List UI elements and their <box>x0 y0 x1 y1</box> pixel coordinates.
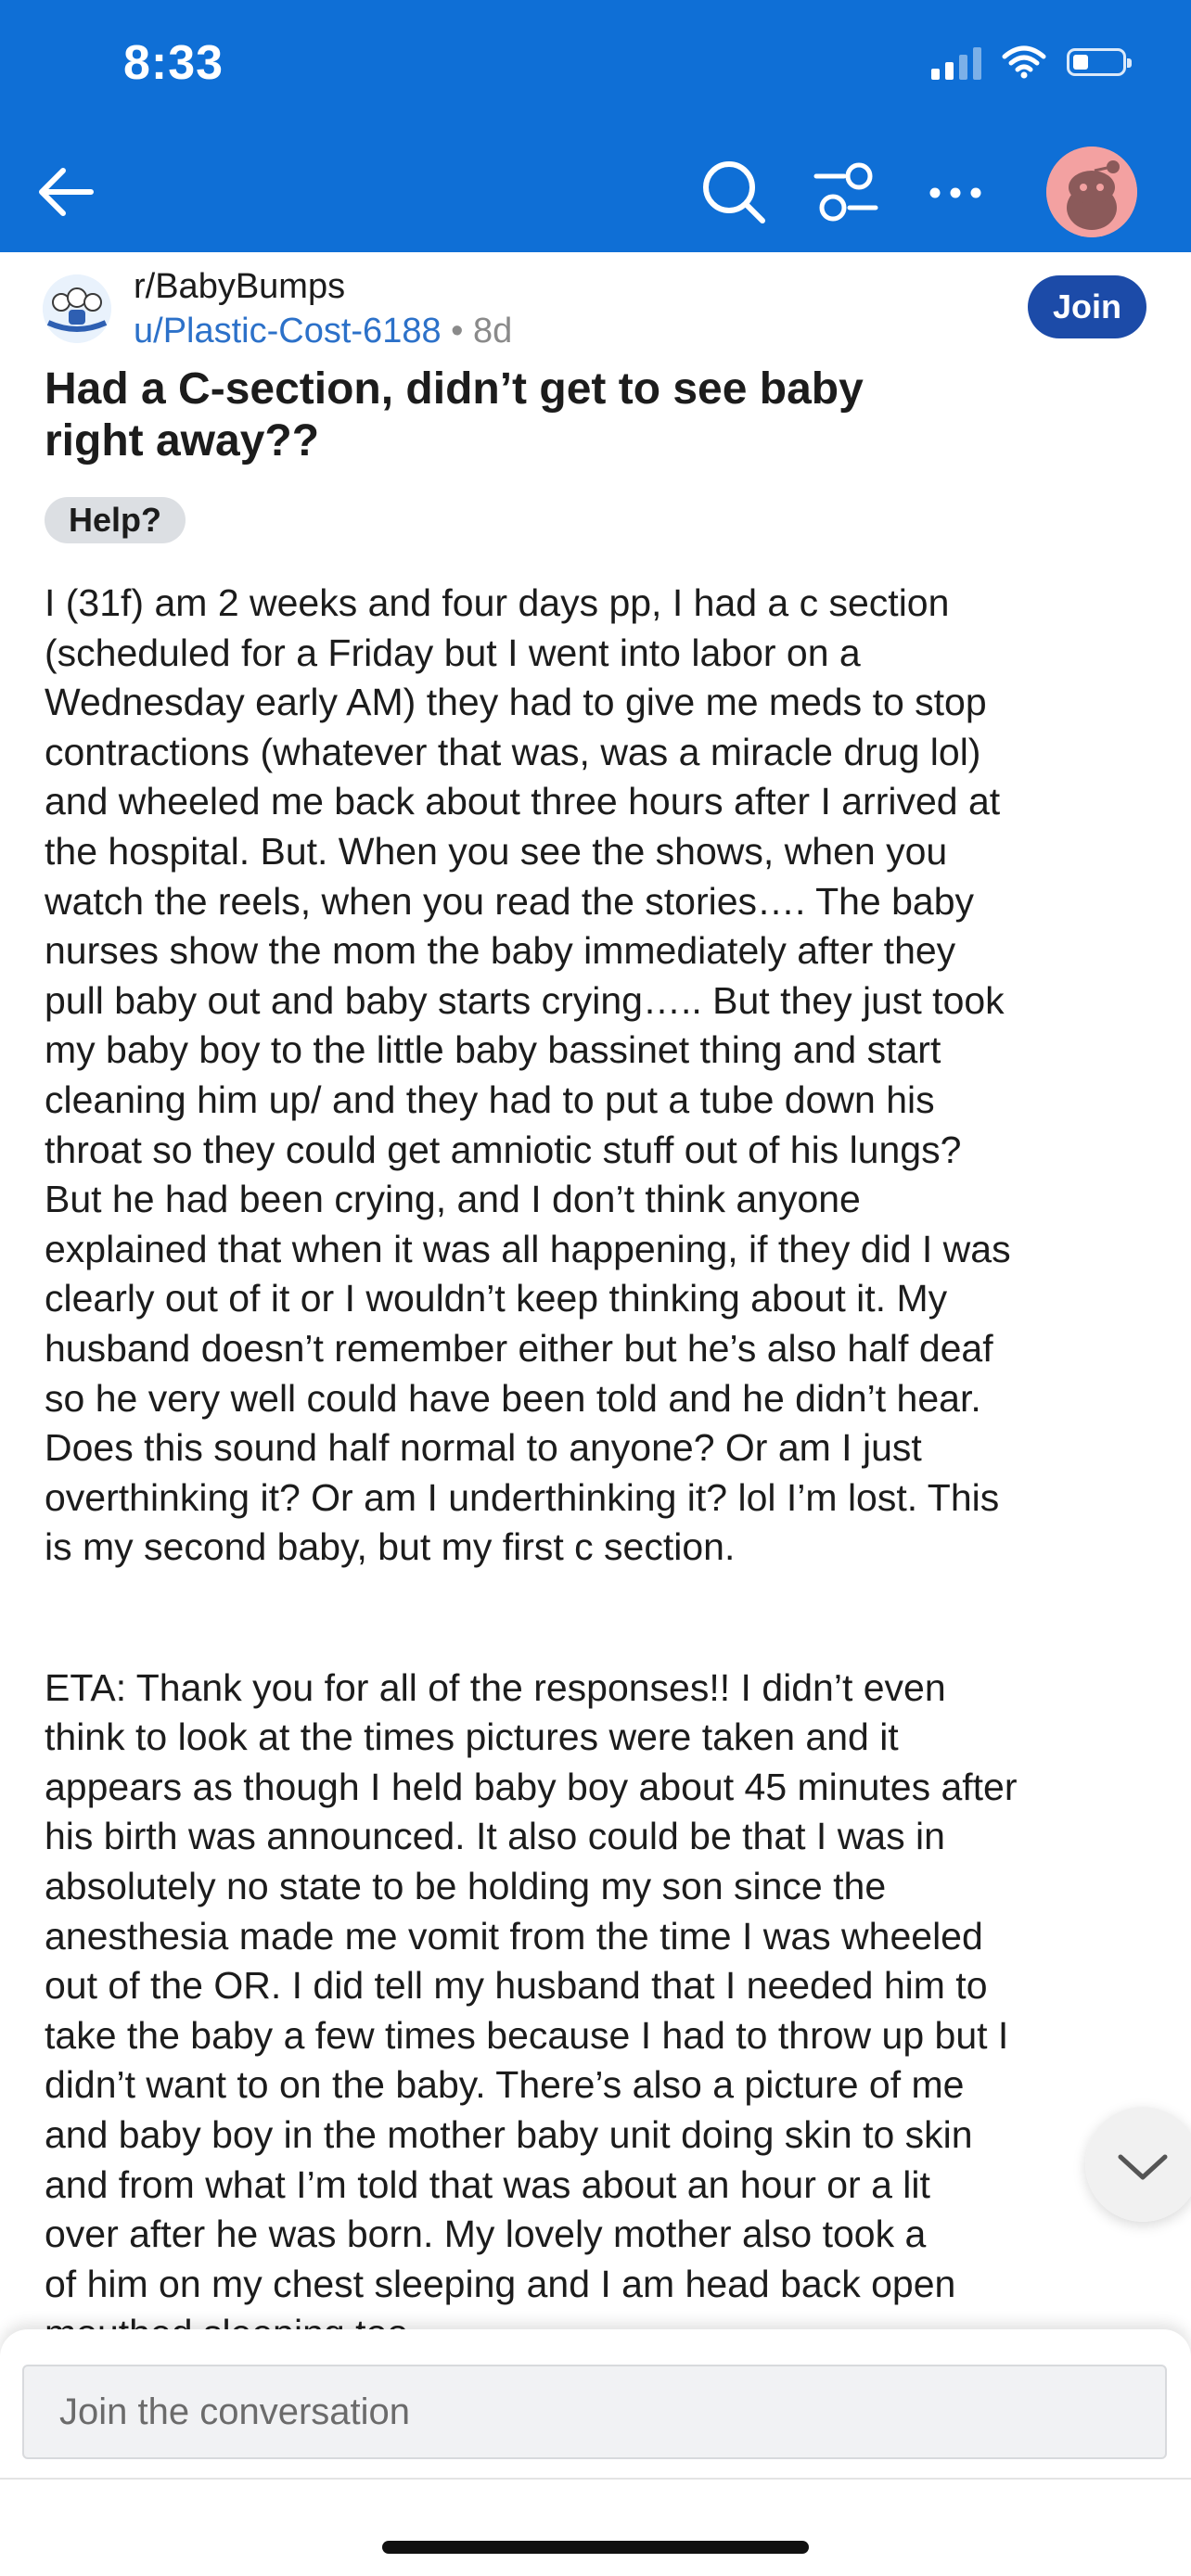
subreddit-icon[interactable] <box>43 274 111 343</box>
filter-icon <box>809 159 883 226</box>
home-indicator[interactable] <box>382 2541 809 2554</box>
battery-icon <box>1067 48 1126 76</box>
more-horizontal-icon <box>918 167 992 219</box>
post-body-eta-text: ETA: Thank you for all of the responses!! I didn’t even think to look at the times pictures were taken and it appears as though I held baby boy about 45 minutes after his birth was announced. It also could be that I was in absolutely no state to be holding my son since the anesthesia made me vomit from the time I was wheeled out of the OR. I did tell my husband that I needed him to take the baby a few times because I had to throw up but I didn’t want to on the baby. There’s also a picture of me and baby boy in the mother baby unit doing skin to skin and from what I’m told that was about an hour or a lit over after he was born. My lovely mother also took a of him on my chest sleeping and I am head back open <box>45 1665 1018 2305</box>
subreddit-name[interactable]: r/BabyBumps <box>134 267 346 306</box>
status-icons <box>931 45 1126 80</box>
search-button[interactable] <box>698 156 772 230</box>
post-flair[interactable]: Help? <box>45 497 186 543</box>
cellular-signal-icon <box>931 45 981 80</box>
scroll-down-button[interactable] <box>1085 2107 1191 2222</box>
post-body-paragraph-1: I (31f) am 2 weeks and four days pp, I had a c section (scheduled for a Friday but I went into labor on a Wednesday early AM) they had to give me meds to stop contractions (whatever that was, was a miracle drug lol) and wheeled me back about three hours after I arrived at the hospital. But. When you see the shows, when you watch the reels, when you read the stories…. The baby nurses show the mom the baby immediately after they pull baby out and baby starts crying….. But they just took my baby boy to the little baby bassinet thing and start cleaning him up/ and they had to put a tube down his throat so they could get amniotic stuff out of his lungs? But he had been crying, and I don’t think anyone explained that when it was all happening, if they did I was clearly out of it or I wouldn’t keep thinking about it. My husband doesn’t remember either but he’s also half deaf so he very well could have been told and he didn’t hear. Does this sound half normal to anyone? Or am I just overthinking it? Or am I underthinking it? lol I’m lost. This is my second baby, but my first c section. <box>45 581 1011 1569</box>
user-avatar-icon <box>1046 147 1137 237</box>
meta-separator: • <box>451 312 464 351</box>
wifi-icon <box>1002 45 1046 79</box>
author-link[interactable]: u/Plastic-Cost-6188 <box>134 312 442 351</box>
join-button[interactable]: Join <box>1028 275 1146 338</box>
status-time: 8:33 <box>123 36 224 90</box>
composer-divider <box>0 2478 1191 2480</box>
post-title: Had a C-section, didn’t get to see baby right away?? <box>45 364 864 465</box>
arrow-left-icon <box>33 159 98 224</box>
app-header <box>0 0 1191 252</box>
search-icon <box>698 156 772 230</box>
comment-input[interactable]: Join the conversation <box>22 2365 1167 2459</box>
user-avatar-button[interactable] <box>1046 147 1137 237</box>
post-meta <box>134 312 512 351</box>
chevron-down-icon <box>1085 2107 1191 2222</box>
filter-button[interactable] <box>809 159 883 226</box>
more-options-button[interactable] <box>918 167 992 219</box>
post-age: 8d <box>473 312 513 351</box>
back-button[interactable] <box>33 159 98 224</box>
